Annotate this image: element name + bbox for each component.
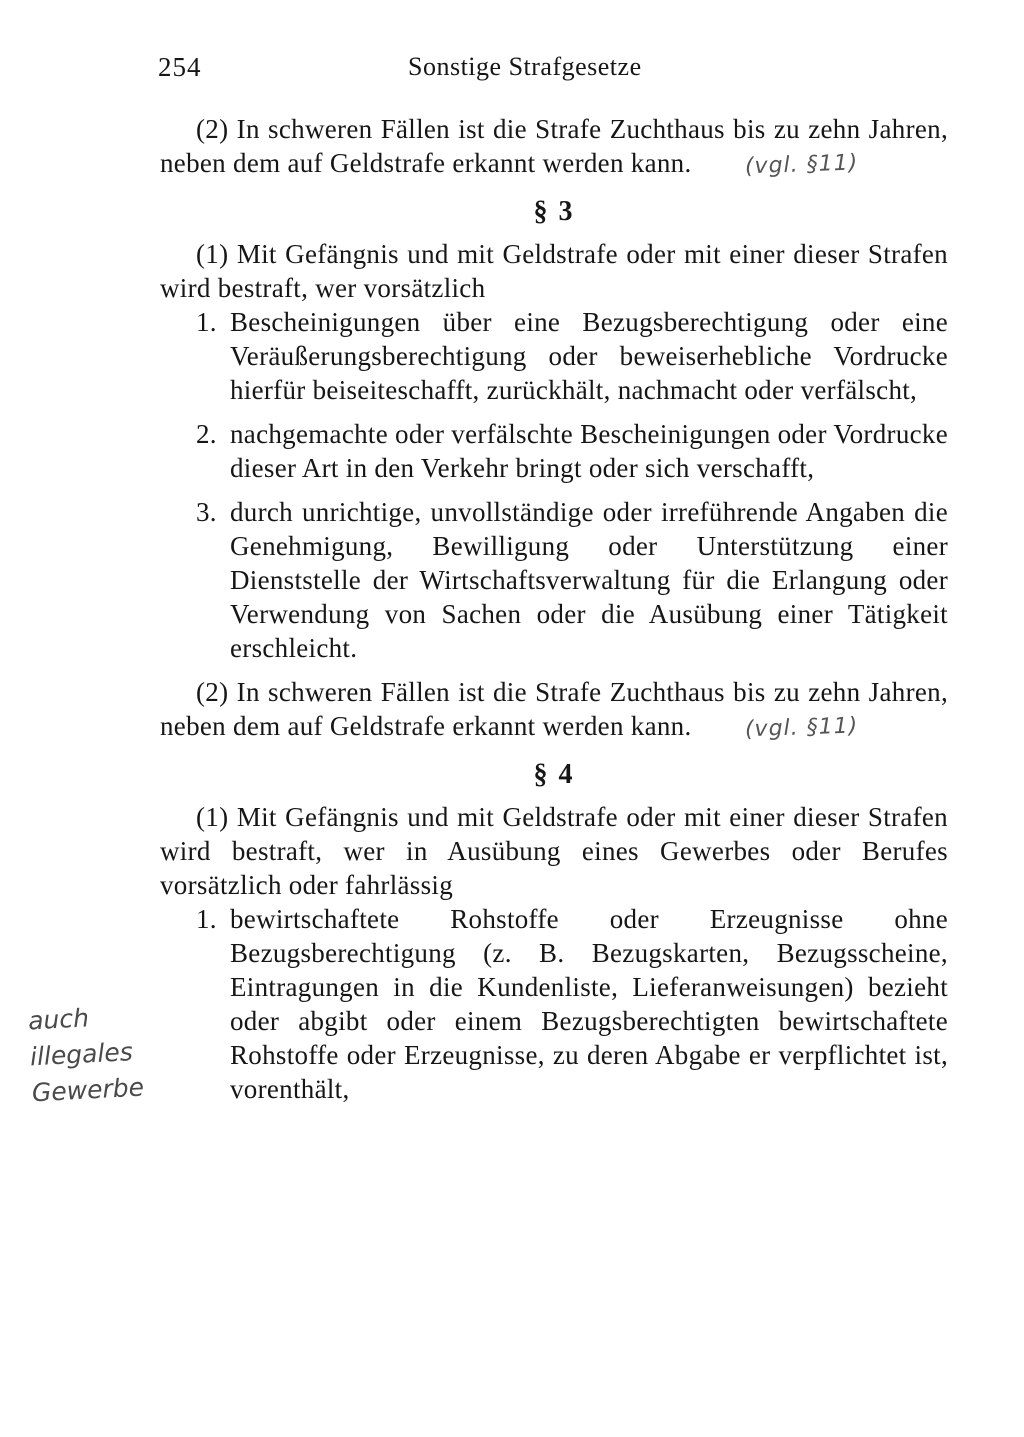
list-item <box>160 495 948 665</box>
margin-note-line: illegales <box>29 1037 134 1072</box>
list-item <box>160 305 948 407</box>
section-3-list <box>160 305 948 665</box>
running-title: Sonstige Strafgesetze <box>408 52 642 81</box>
section-4-list <box>160 902 948 1106</box>
paragraph-text: (2) In schweren Fällen ist die Strafe Zuchthaus bis zu zehn Jahren, neben dem auf Geldstrafe erkannt werden kann. <box>160 114 948 178</box>
list-item <box>160 417 948 485</box>
section-4-paragraph-1: (1) Mit Gefängnis und mit Geldstrafe oder mit einer dieser Strafen wird bestraft, wer in Ausübung eines Gewerbes oder Berufes vorsätzlich oder fahrlässig <box>160 802 948 900</box>
handwritten-margin-note <box>27 997 162 1112</box>
handwritten-annotation: (vgl. §11) <box>744 150 859 180</box>
margin-note-line: Gewerbe <box>31 1072 145 1108</box>
list-item <box>160 902 948 1106</box>
section-heading-3: § 3 <box>533 196 575 227</box>
margin-note-line: auch <box>27 1003 90 1036</box>
body-text <box>160 112 948 1116</box>
list-item-number: 2. <box>196 419 217 449</box>
page-number: 254 <box>158 52 202 82</box>
handwritten-annotation: (vgl. §11) <box>744 713 859 743</box>
list-item-text: durch unrichtige, unvollständige oder irreführende Angaben die Genehmigung, Bewilligung oder Unterstützung einer Dienststelle der Wirtschaftsverwaltung für die Erlangung oder Verwendung von Sachen oder die Ausübung einer Tätigkeit erschleicht. <box>230 497 948 663</box>
section-3-paragraph-1: (1) Mit Gefängnis und mit Geldstrafe oder mit einer dieser Strafen wird bestraft, wer vorsätzlich <box>160 239 948 303</box>
list-item-number: 3. <box>196 497 217 527</box>
paragraph-text: (2) In schweren Fällen ist die Strafe Zuchthaus bis zu zehn Jahren, neben dem auf Geldstrafe erkannt werden kann. <box>160 677 948 741</box>
list-item-text: nachgemachte oder verfälschte Bescheinigungen oder Vordrucke dieser Art in den Verkehr bringt oder sich verschafft, <box>230 419 948 483</box>
list-item-text: Bescheinigungen über eine Bezugsberechtigung oder eine Veräußerungsberechtigung oder beweiserhebliche Vordrucke hierfür beiseiteschafft, zurückhält, nachmacht oder verfälscht, <box>230 307 948 405</box>
list-item-number: 1. <box>196 904 217 934</box>
section-3-paragraph-2 <box>160 675 948 746</box>
paragraph-continuation <box>160 112 948 183</box>
list-item-text: bewirtschaftete Rohstoffe oder Erzeugnisse ohne Bezugsberechtigung (z. B. Bezugskarten, Bezugsscheine, Eintragungen in die Kundenliste, Lieferanweisungen) bezieht oder abgibt oder einem Bezugsberechtigten bewirtschaftete Rohstoffe oder Erzeugnisse, zu deren Abgabe er verpflichtet ist, vorenthält, <box>230 904 948 1104</box>
section-heading-4: § 4 <box>533 759 575 790</box>
page-header <box>158 52 948 92</box>
list-item-number: 1. <box>196 307 217 337</box>
